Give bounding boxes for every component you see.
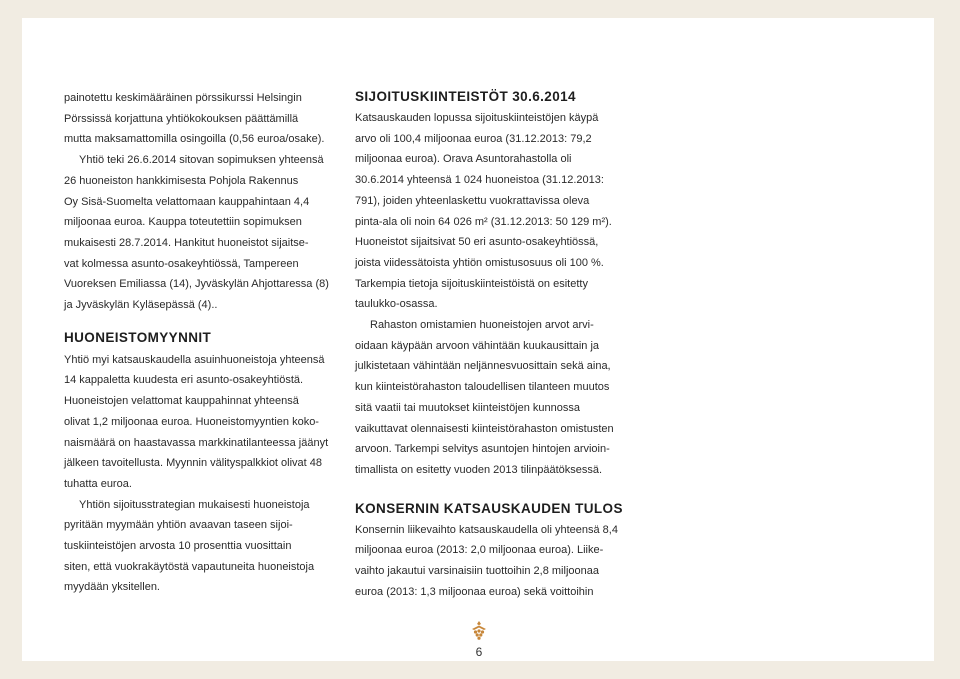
text-line: 26 huoneiston hankkimisesta Pohjola Rakennus [64, 174, 299, 187]
text-line: mutta maksamattomilla osingoilla (0,56 euroa/osake). [64, 133, 325, 146]
text-line: kun kiinteistörahaston taloudellisen tilanteen muutos [355, 381, 610, 394]
text-line: pyritään myymään yhtiön avaavan taseen sijoi- [64, 519, 293, 532]
text-line: naismäärä on haastavassa markkinatilanteessa jäänyt [64, 436, 329, 449]
text-line: 30.6.2014 yhteensä 1 024 huoneistoa (31.12.2013: [355, 174, 604, 187]
text-line: olivat 1,2 miljoonaa euroa. Huoneistomyyntien koko- [64, 415, 319, 428]
text-line: mukaisesti 28.7.2014. Hankitut huoneistot sijaitse- [64, 236, 309, 249]
text-line: euroa (2013: 1,3 miljoonaa euroa) sekä voittoihin [355, 585, 594, 598]
text-line: Konsernin liikevaihto katsauskaudella oli yhteensä 8,4 [355, 523, 618, 536]
text-line: oidaan käypään arvoon vähintään kuukausittain ja [355, 339, 600, 352]
right-column [355, 86, 630, 602]
text-line: timallista on esitetty vuoden 2013 tilinpäätöksessä. [355, 463, 603, 476]
text-line: 14 kappaletta kuudesta eri asunto-osakeyhtiöstä. [64, 374, 304, 387]
text-line: vat kolmessa asunto-osakeyhtiössä, Tampereen [64, 257, 299, 270]
text-line: Tarkempia tietoja sijoituskiinteistöistä on esitetty [355, 277, 588, 290]
section-heading-sijoituskiinteistot: SIJOITUSKIINTEISTÖT 30.6.2014 [355, 89, 576, 104]
text-line: Rahaston omistamien huoneistojen arvot arvi- [370, 319, 594, 332]
page-number: 6 [475, 645, 483, 659]
paragraph-investment-properties [355, 108, 630, 315]
paragraph-sales [64, 350, 332, 495]
text-line: Oy Sisä-Suomelta velattomaan kauppahintaan 4,4 [64, 195, 310, 208]
text-line: vaikuttavat olennaisesti kiinteistörahaston omistusten [355, 422, 614, 435]
text-line: pinta-ala oli noin 64 026 m² (31.12.2013: 50 129 m²). [355, 215, 612, 228]
text-line: tuhatta euroa. [64, 477, 132, 490]
acorn-ornament-icon [468, 620, 490, 642]
text-line: arvoon. Tarkempi selvitys asuntojen hintojen arvioin- [355, 443, 610, 456]
text-line: Huoneistojen velattomat kauppahinnat yhteensä [64, 395, 299, 408]
text-line: Yhtiön sijoitusstrategian mukaisesti huoneistoja [79, 498, 310, 511]
text-line: siten, että vuokrakäytöstä vapautuneita huoneistoja [64, 560, 315, 573]
text-line: joista viidessätoista yhtiön omistusosuus oli 100 %. [355, 256, 604, 269]
text-line: sitä vaatii tai muutokset kiinteistöjen kunnossa [355, 401, 581, 414]
text-line: painotettu keskimääräinen pörssikurssi Helsingin [64, 92, 302, 104]
document-page [22, 18, 934, 661]
paragraph-strategy [64, 495, 332, 599]
paragraph-share-price [64, 88, 332, 150]
text-line: myydään yksitellen. [64, 581, 160, 594]
section-heading-konsernin-tulos: KONSERNIN KATSAUSKAUDEN TULOS [355, 500, 623, 516]
text-line: Pörssissä korjattuna yhtiökokouksen päättämillä [64, 112, 299, 125]
text-line: miljoonaa euroa). Orava Asuntorahastolla oli [355, 153, 572, 166]
text-line: taulukko-osassa. [355, 298, 438, 311]
text-line: ja Jyväskylän Kyläsepässä (4).. [64, 299, 218, 312]
text-line: Katsauskauden lopussa sijoituskiinteistöjen käypä [355, 112, 599, 124]
section-heading-huoneistomyynnit: HUONEISTOMYYNNIT [64, 329, 212, 345]
text-line: Vuoreksen Emiliassa (14), Jyväskylän Ahjottaressa (8) [64, 278, 329, 291]
text-line: 791), joiden yhteenlaskettu vuokrattavissa oleva [355, 194, 590, 207]
paragraph-group-result [355, 520, 630, 603]
text-line: arvo oli 100,4 miljoonaa euroa (31.12.2013: 79,2 [355, 132, 592, 145]
text-line: julkistetaan vähintään neljännesvuosittain sekä aina, [355, 360, 611, 373]
text-line: miljoonaa euroa. Kauppa toteutettiin sopimuksen [64, 216, 302, 229]
text-line: jälkeen tavoitellusta. Myynnin välityspalkkiot olivat 48 [64, 457, 323, 470]
text-line: miljoonaa euroa (2013: 2,0 miljoonaa euroa). Liike- [355, 544, 604, 557]
text-line: Huoneistot sijaitsivat 50 eri asunto-osakeyhtiössä, [355, 236, 599, 249]
text-line: Yhtiö myi katsauskaudella asuinhuoneistoja yhteensä [64, 353, 325, 366]
paragraph-acquisition [64, 150, 332, 316]
paragraph-valuation [355, 315, 630, 481]
text-line: vaihto jakautui varsinaisiin tuottoihin 2,8 miljoonaa [355, 565, 599, 578]
left-column [64, 88, 332, 598]
text-line: tuskiinteistöjen arvosta 10 prosenttia vuosittain [64, 540, 292, 553]
text-line: Yhtiö teki 26.6.2014 sitovan sopimuksen yhteensä [79, 154, 324, 167]
